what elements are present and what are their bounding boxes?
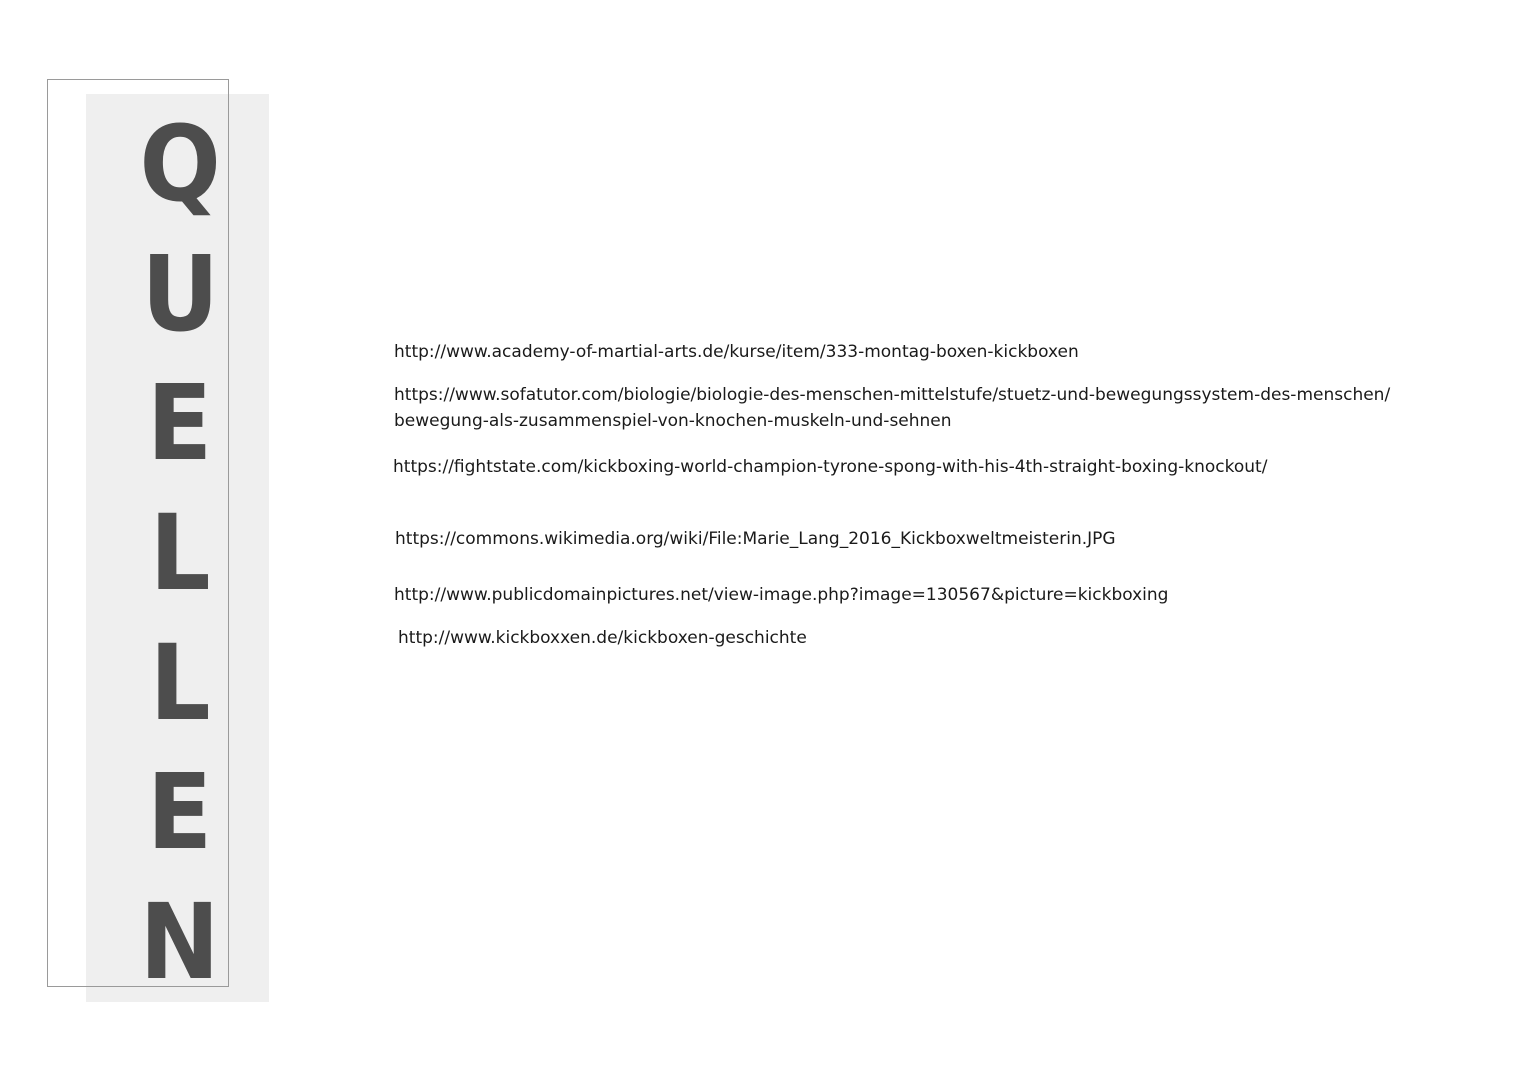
- title-letter: L: [149, 491, 211, 614]
- source-link-academy[interactable]: http://www.academy-of-martial-arts.de/kurse/item/333-montag-boxen-kickboxen: [394, 342, 1079, 362]
- source-link-fightstate[interactable]: https://fightstate.com/kickboxing-world-champion-tyrone-spong-with-his-4th-straight-boxing-knockout/: [393, 457, 1268, 477]
- page-title: [134, 103, 226, 1003]
- title-letter: U: [141, 232, 219, 355]
- title-letter: N: [139, 880, 221, 1003]
- source-link-wikimedia[interactable]: https://commons.wikimedia.org/wiki/File:Marie_Lang_2016_Kickboxweltmeisterin.JPG: [395, 529, 1116, 549]
- title-letter: L: [149, 621, 211, 744]
- source-link-sofatutor-continued[interactable]: bewegung-als-zusammenspiel-von-knochen-muskeln-und-sehnen: [394, 411, 952, 431]
- title-letter: E: [147, 751, 213, 874]
- source-link-publicdomainpictures[interactable]: http://www.publicdomainpictures.net/view-image.php?image=130567&picture=kickboxing: [394, 585, 1169, 605]
- title-letter: E: [147, 362, 213, 485]
- source-link-kickboxxen[interactable]: http://www.kickboxxen.de/kickboxen-geschichte: [398, 628, 807, 648]
- source-link-sofatutor[interactable]: https://www.sofatutor.com/biologie/biologie-des-menschen-mittelstufe/stuetz-und-bewegungssystem-des-menschen/: [394, 385, 1391, 405]
- title-letter: Q: [139, 103, 221, 225]
